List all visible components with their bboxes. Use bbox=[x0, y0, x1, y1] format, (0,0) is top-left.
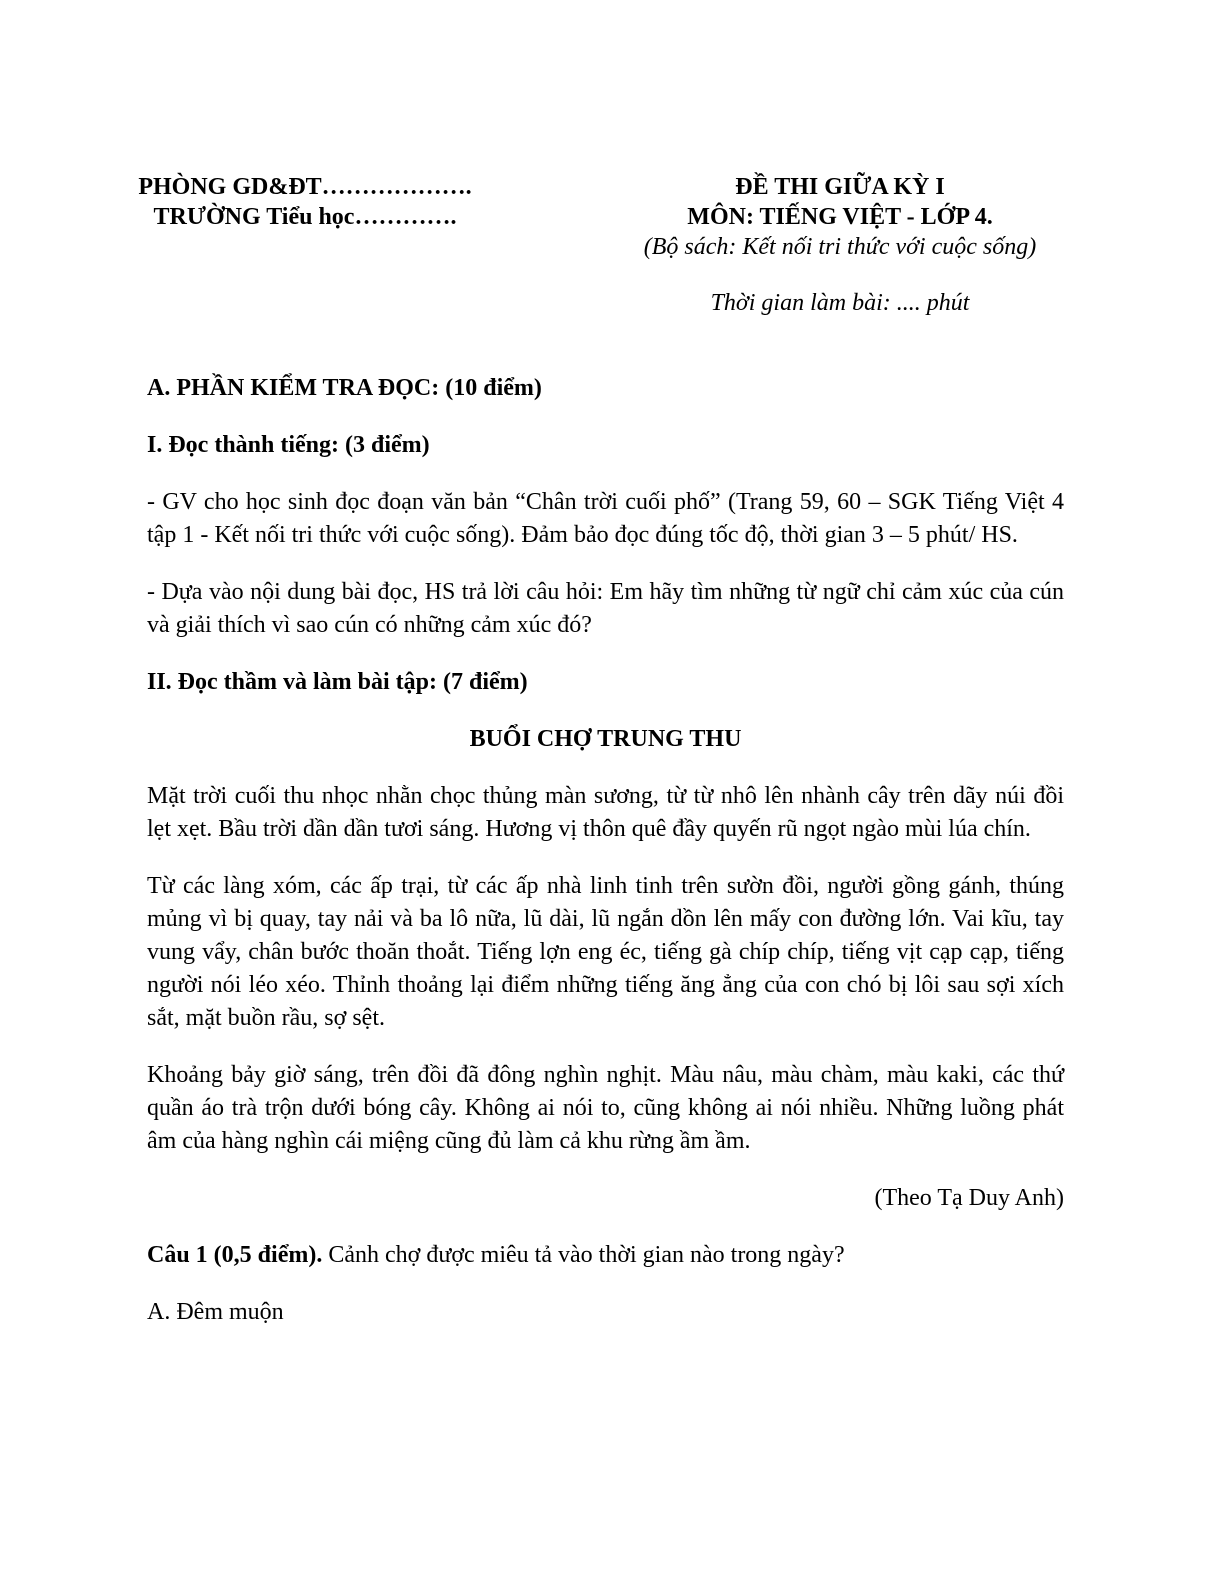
school-line: TRƯỜNG Tiểu học…………. bbox=[153, 204, 457, 230]
story-source: (Theo Tạ Duy Anh) bbox=[874, 1185, 1064, 1211]
department-line: PHÒNG GD&ĐT………………. bbox=[138, 174, 472, 200]
subject-line: MÔN: TIẾNG VIỆT - LỚP 4. bbox=[687, 204, 993, 230]
book-series-line: (Bộ sách: Kết nối tri thức với cuộc sống) bbox=[643, 234, 1037, 260]
reading-aloud-heading: I. Đọc thành tiếng: (3 điểm) bbox=[147, 432, 430, 458]
part-a-heading: A. PHẦN KIỂM TRA ĐỌC: (10 điểm) bbox=[147, 375, 542, 401]
reading-instruction-1: - GV cho học sinh đọc đoạn văn bản “Chân trời cuối phố” (Trang 59, 60 – SGK Tiếng Việt 4 tập 1 - Kết nối tri thức với cuộc sống). Đảm bảo đọc đúng tốc độ, thời gian 3 – 5 phút/ HS. bbox=[147, 489, 1064, 548]
story-paragraph-2: Từ các làng xóm, các ấp trại, từ các ấp nhà linh tinh trên sườn đồi, người gồng gánh, thúng mủng vì bị quay, tay nải và ba lô nữa, lũ dài, lũ ngắn dồn lên mấy con đường lớn. Vai kĩu, tay vung vẩy, chân bước thoăn thoắt. Tiếng lợn eng éc, tiếng gà chíp chíp, tiếng vịt cạp cạp, tiếng người nói léo xéo. Thỉnh thoảng lại điểm những tiếng ăng ẳng của con chó bị lôi sau sợi xích sắt, mặt buồn rầu, sợ sệt. bbox=[147, 873, 1064, 1031]
story-title: BUỔI CHỢ TRUNG THU bbox=[469, 726, 742, 752]
story-paragraph-3: Khoảng bảy giờ sáng, trên đồi đã đông nghìn nghịt. Màu nâu, màu chàm, màu kaki, các thứ quần áo trà trộn dưới bóng cây. Không ai nói to, cũng không ai nói nhiều. Những luồng phát âm của hàng nghìn cái miệng cũng đủ làm cả khu rừng ầm ầm. bbox=[147, 1062, 1064, 1154]
header-left bbox=[100, 172, 510, 232]
exam-title: ĐỀ THI GIỮA KỲ I bbox=[735, 174, 945, 200]
exam-content bbox=[147, 372, 1064, 1353]
time-allowed: Thời gian làm bài: .... phút bbox=[710, 290, 970, 316]
question-1-label: Câu 1 (0,5 điểm). bbox=[147, 1242, 323, 1268]
reading-instruction-2: - Dựa vào nội dung bài đọc, HS trả lời câu hỏi: Em hãy tìm những từ ngữ chỉ cảm xúc của cún và giải thích vì sao cún có những cảm xúc đó? bbox=[147, 579, 1064, 638]
story-paragraph-1: Mặt trời cuối thu nhọc nhằn chọc thủng màn sương, từ từ nhô lên nhành cây trên dãy núi đồi lẹt xẹt. Bầu trời dần dần tươi sáng. Hương vị thôn quê đầy quyến rũ ngọt ngào mùi lúa chín. bbox=[147, 783, 1064, 842]
silent-reading-heading: II. Đọc thầm và làm bài tập: (7 điểm) bbox=[147, 669, 528, 695]
question-1-text: Cảnh chợ được miêu tả vào thời gian nào trong ngày? bbox=[322, 1242, 845, 1268]
header-right bbox=[610, 172, 1070, 318]
question-1 bbox=[147, 1239, 1064, 1272]
question-1-option-a: A. Đêm muộn bbox=[147, 1299, 284, 1325]
